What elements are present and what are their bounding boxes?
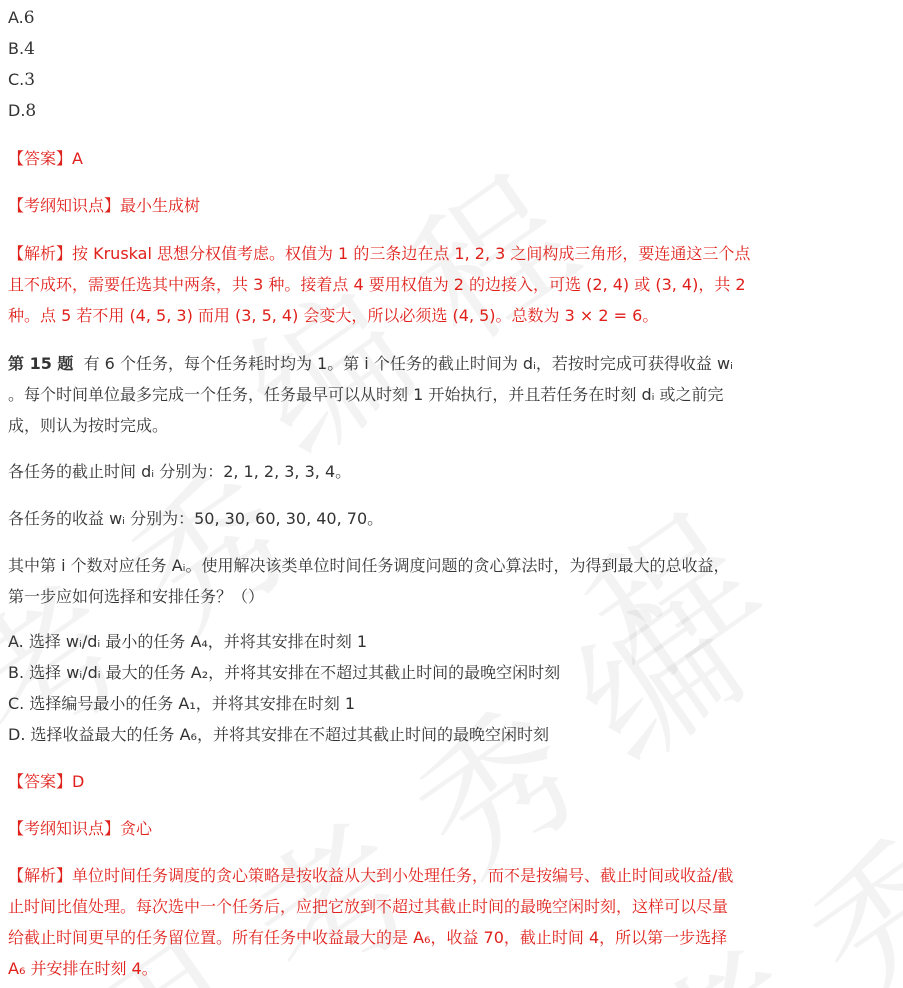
q15-analysis-line-3: 给截止时间更早的任务留位置。所有任务中收益最大的是 A₆，收益 70，截止时间 4，所以第一步选择 bbox=[8, 928, 728, 947]
q15-analysis-line-1: 【解析】单位时间任务调度的贪心策略是按收益从大到小处理任务，而不是按编号、截止时间或收益/截 bbox=[8, 866, 734, 885]
q15-question-line-2: 第一步应如何选择和安排任务？（） bbox=[8, 587, 265, 606]
q15-option-b: B. 选择 wᵢ/dᵢ 最大的任务 A₂，并将其安排在不超过其截止时间的最晚空闲时刻 bbox=[8, 663, 561, 682]
q15-answer: 【答案】D bbox=[8, 772, 85, 791]
q15-stem-line-1: 第 15 题 有 6 个任务，每个任务耗时均为 1。第 i 个任务的截止时间为 dᵢ，若按时完成可获得收益 wᵢ bbox=[8, 354, 733, 373]
prev-option-b: B.4 bbox=[8, 39, 35, 59]
q15-option-c: C. 选择编号最小的任务 A₁，并将其安排在时刻 1 bbox=[8, 694, 356, 713]
q15-option-a: A. 选择 wᵢ/dᵢ 最小的任务 A₄，并将其安排在时刻 1 bbox=[8, 632, 368, 651]
q15-stem-line-2: 。每个时间单位最多完成一个任务，任务最早可以从时刻 1 开始执行，并且若任务在时刻 dᵢ 或之前完 bbox=[8, 385, 724, 404]
q14-analysis-line-2: 且不成环，需要任选其中两条，共 3 种。接着点 4 要用权值为 2 的边接入，可选 (2, 4) 或 (3, 4)，共 2 bbox=[8, 275, 746, 294]
q15-knowledge-point: 【考纲知识点】贪心 bbox=[8, 819, 153, 838]
q15-number: 第 15 题 bbox=[8, 354, 74, 373]
q15-analysis-line-4: A₆ 并安排在时刻 4。 bbox=[8, 959, 158, 978]
q14-answer: 【答案】A bbox=[8, 149, 83, 168]
q15-deadline-line: 各任务的截止时间 dᵢ 分别为：2, 1, 2, 3, 3, 4。 bbox=[8, 462, 352, 481]
prev-option-c: C.3 bbox=[8, 70, 36, 90]
prev-option-a: A.6 bbox=[8, 8, 35, 28]
q14-analysis-line-3: 种。点 5 若不用 (4, 5, 3) 而用 (3, 5, 4) 会变大，所以必须选 (4, 5)。总数为 3 × 2 = 6。 bbox=[8, 306, 659, 325]
q15-question-line-1: 其中第 i 个数对应任务 Aᵢ。使用解决该类单位时间任务调度问题的贪心算法时，为得到最大的总收益， bbox=[8, 556, 730, 575]
q15-analysis-line-2: 止时间比值处理。每次选中一个任务后，应把它放到不超过其截止时间的最晚空闲时刻，这样可以尽量 bbox=[8, 897, 729, 916]
q14-knowledge-point: 【考纲知识点】最小生成树 bbox=[8, 196, 201, 215]
q14-analysis-line-1: 【解析】按 Kruskal 思想分权值考虑。权值为 1 的三条边在点 1, 2, 3 之间构成三角形，要连通这三个点 bbox=[8, 244, 751, 263]
q15-profit-line: 各任务的收益 wᵢ 分别为：50, 30, 60, 30, 40, 70。 bbox=[8, 509, 384, 528]
q15-stem-line-3: 成，则认为按时完成。 bbox=[8, 416, 169, 435]
q15-option-d: D. 选择收益最大的任务 A₆，并将其安排在不超过其截止时间的最晚空闲时刻 bbox=[8, 725, 549, 744]
prev-option-d: D.8 bbox=[8, 101, 37, 121]
